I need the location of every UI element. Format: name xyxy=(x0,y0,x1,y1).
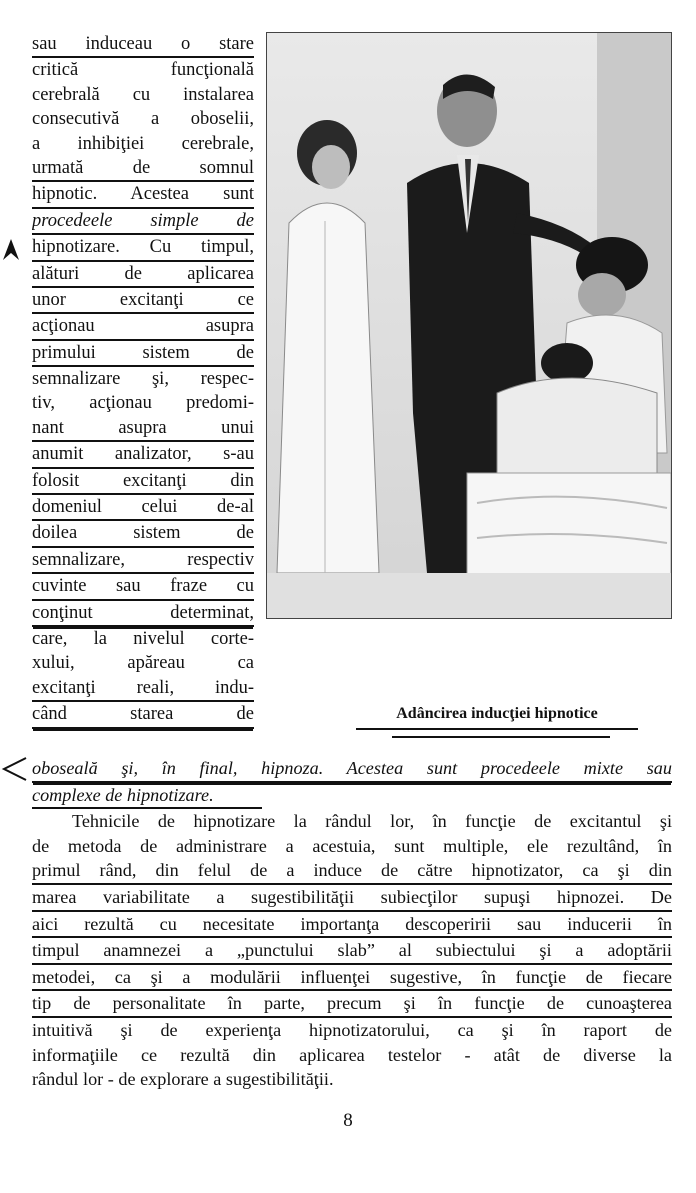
text-line: procedeele simple de xyxy=(32,209,254,235)
text-line: semnalizare, respectiv xyxy=(32,548,254,574)
text-line: folosit excitanţi din xyxy=(32,469,254,495)
text-line: hipnotizare. Cu timpul, xyxy=(32,235,254,261)
text-line: tiv, acţionau predomi- xyxy=(32,393,254,414)
text-line: anumit analizator, s-au xyxy=(32,442,254,468)
text-line: hipnotic. Acestea sunt xyxy=(32,182,254,208)
text-line: primul rând, din felul de a induce de către hipnotizator, ca şi din xyxy=(32,858,672,885)
text-line: când starea de xyxy=(32,702,254,728)
text-line: complexe de hipnotizare. xyxy=(32,783,262,810)
text-line: xului, apăreau ca xyxy=(32,653,254,674)
full-width-paragraph xyxy=(32,756,672,1092)
text-line: cuvinte sau fraze cu xyxy=(32,574,254,600)
margin-arrow-mark-lower xyxy=(0,754,30,784)
text-line: tip de personalitate în parte, precum şi în funcţie de cunoaşterea xyxy=(32,991,672,1018)
text-line: nant asupra unui xyxy=(32,416,254,442)
text-line: doilea sistem de xyxy=(32,521,254,547)
text-line: care, la nivelul corte- xyxy=(32,628,254,649)
text-line: urmată de somnul xyxy=(32,156,254,182)
text-line: aici rezultă cu necesitate importanţa descoperirii sau inducerii în xyxy=(32,912,672,939)
hypnosis-photograph xyxy=(266,32,672,619)
page-number: 8 xyxy=(343,1110,353,1131)
text-line: marea variabilitate a sugestibilităţii subiecţilor supuşi hipnozei. De xyxy=(32,885,672,912)
caption-underline-second xyxy=(392,736,610,738)
text-line: alături de aplicarea xyxy=(32,262,254,288)
text-line: oboseală şi, în final, hipnoza. Acestea sunt procedeele mixte sau xyxy=(32,756,672,783)
text-line: domeniul celui de-al xyxy=(32,495,254,521)
margin-arrow-mark-upper xyxy=(0,236,22,262)
text-line: semnalizare şi, respec- xyxy=(32,369,254,390)
caption-underline xyxy=(356,728,638,730)
text-line: informaţiile ce rezultă din aplicarea testelor - atât de diverse la xyxy=(32,1044,672,1065)
text-line: excitanţi reali, indu- xyxy=(32,676,254,702)
text-line: de metoda de administrare a acestuia, sunt multiple, ele rezultând, în xyxy=(32,835,672,856)
text-line: acţionau asupra xyxy=(32,314,254,340)
text-line: conţinut determinat, xyxy=(32,601,254,627)
text-line: unor excitanţi ce xyxy=(32,288,254,314)
text-line: rândul lor - de explorare a sugestibilităţii. xyxy=(32,1069,334,1090)
text-line: intuitivă şi de experienţa hipnotizatorului, ca şi în raport de xyxy=(32,1019,672,1040)
text-line: sau induceau o stare xyxy=(32,32,254,58)
text-line: Tehnicile de hipnotizare la rândul lor, în funcţie de excitantul şi xyxy=(72,811,672,832)
text-line: cerebrală cu instalarea xyxy=(32,84,254,105)
text-line: critică funcţională xyxy=(32,60,254,81)
narrow-text-column xyxy=(32,32,254,729)
text-line: consecutivă a oboselii, xyxy=(32,109,254,130)
text-line: a inhibiţiei cerebrale, xyxy=(32,133,254,154)
text-line: metodei, ca şi a modulării influenţei sugestive, în funcţie de fiecare xyxy=(32,965,672,992)
text-line: timpul anamnezei a „punctului slab” al subiectului şi a adoptării xyxy=(32,938,672,965)
text-line: primului sistem de xyxy=(32,341,254,367)
figure-caption: Adâncirea inducţiei hipnotice xyxy=(396,705,598,722)
